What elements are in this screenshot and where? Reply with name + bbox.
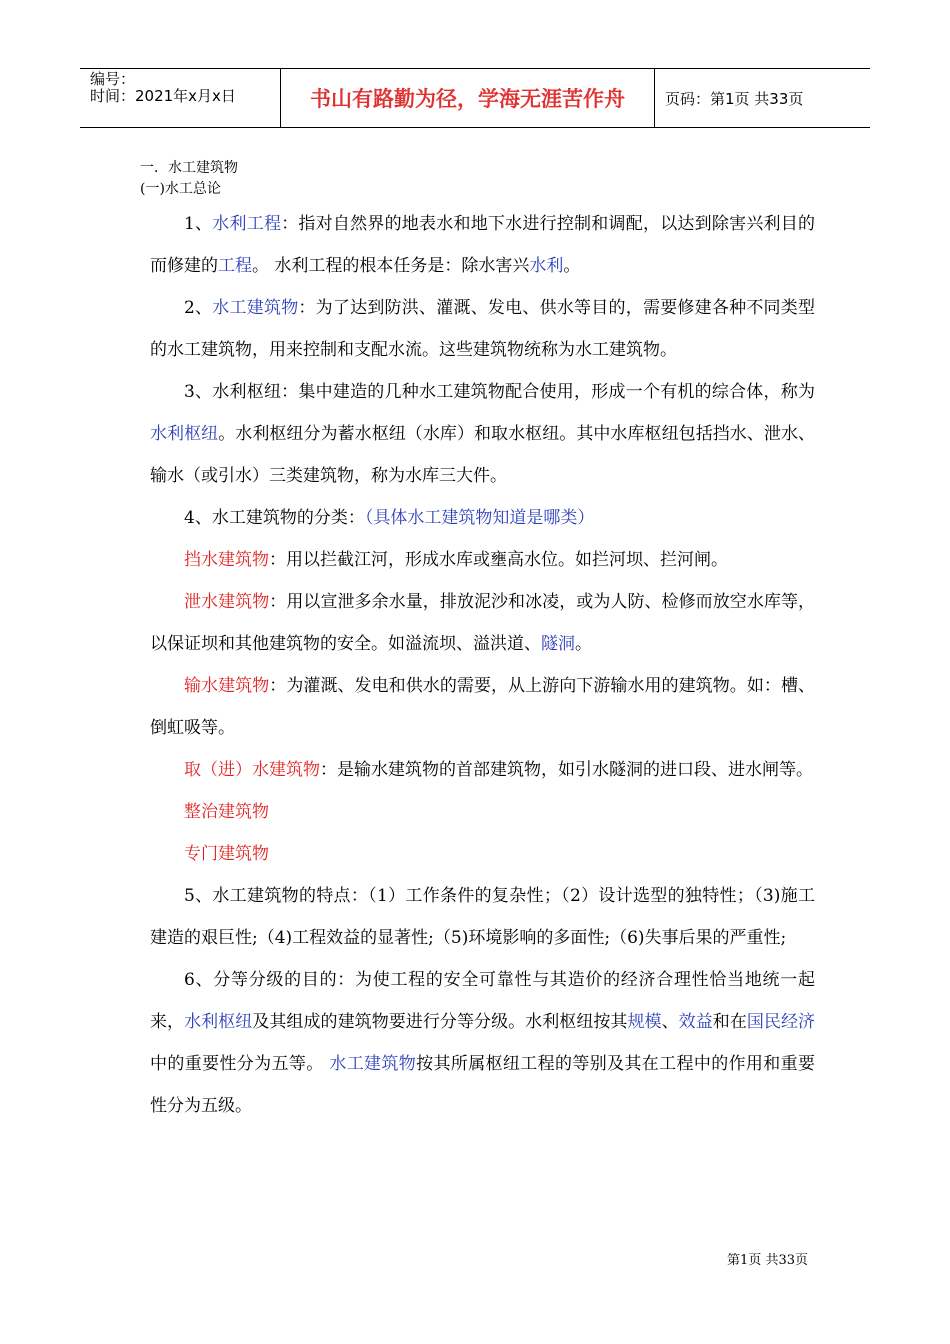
term-regulation-structures: 整治建筑物 [184, 802, 269, 822]
paragraph-text: 及其组成的建筑物要进行分等分级。水利枢纽按其 [252, 1012, 628, 1032]
link-hydraulic-structures[interactable]: 水工建筑物 [212, 298, 299, 318]
paragraph-water-engineering [150, 203, 815, 287]
paragraph-text: 。 [563, 256, 581, 276]
paragraph-hydraulic-structures [150, 287, 815, 371]
paragraph-text: ：为了达到防洪、灌溉、发电、供水等目的，需要修建各种不同类型的水工建筑物，用来控制和支配水流。这些建筑物统称为水工建筑物。 [150, 298, 816, 360]
term-special-structures: 专门建筑物 [184, 844, 269, 864]
subsection-title: (一)水工总论 [140, 181, 221, 197]
paragraph-conveyance [150, 665, 815, 749]
header-serial: 编号： [90, 70, 136, 88]
header-motto: 书山有路勤为径，学海无涯苦作舟 [281, 69, 655, 127]
paragraph-text: 中的重要性分为五等。 [150, 1054, 330, 1074]
paragraph-classification [150, 497, 815, 539]
document-body [140, 157, 816, 1127]
paragraph-text: 。 水利工程的根本任务是：除水害兴 [252, 256, 530, 276]
paragraph-intake [150, 749, 815, 791]
link-water-hub-2[interactable]: 水利枢纽 [184, 1012, 253, 1032]
paragraph-text: ：用以拦截江河，形成水库或壅高水位。如拦河坝、拦河闸。 [269, 550, 728, 570]
paragraph-special [150, 833, 815, 875]
paragraph-text: ：用以宣泄多余水量，排放泥沙和冰凌，或为人防、检修而放空水库等，以保证坝和其他建筑物的安全。如溢流坝、溢洪道、 [150, 592, 816, 654]
header-meta [80, 69, 281, 127]
paragraph-text: 6、分等分级的目的：为使工程的安全可靠性与其造价的经济合理性恰当地统一起来， [150, 970, 815, 1032]
paragraph-text: 4、水工建筑物的分类： [184, 508, 365, 528]
paragraph-regulation [150, 791, 815, 833]
paragraph-water-hub [150, 371, 815, 497]
term-intake-structures: 取（进）水建筑物 [184, 760, 320, 780]
paragraph-text: ：为灌溉、发电和供水的需要，从上游向下游输水用的建筑物。如：槽、倒虹吸等。 [150, 676, 816, 738]
term-retaining-structures: 挡水建筑物 [184, 550, 269, 570]
term-conveyance-structures: 输水建筑物 [184, 676, 270, 696]
page-footer: 第1页 共33页 [727, 1253, 808, 1268]
page-header [80, 68, 870, 128]
item-number: 1、 [184, 214, 213, 234]
paragraph-text: 按其所属枢纽工程的等别及其在工程中的作用和重要性分为五级。 [150, 1054, 816, 1116]
paragraph-text: 和在 [712, 1012, 747, 1032]
classification-note: （具体水工建筑物知道是哪类） [364, 508, 595, 528]
link-scale[interactable]: 规模 [627, 1012, 662, 1032]
header-page-info: 页码：第1页 共33页 [665, 89, 804, 108]
item-number: 2、 [184, 298, 213, 318]
paragraph-discharge [150, 581, 815, 665]
link-tunnel[interactable]: 隧洞 [541, 634, 575, 654]
paragraph-text: 。水利枢纽分为蓄水枢纽（水库）和取水枢纽。其中水库枢纽包括挡水、泄水、输水（或引水）三类建筑物，称为水库三大件。 [150, 424, 816, 486]
paragraph-grading [150, 959, 815, 1127]
paragraph-text: 、 [661, 1012, 679, 1032]
paragraph-text: 。 [575, 634, 592, 654]
link-water-engineering[interactable]: 水利工程 [212, 214, 282, 234]
link-water-hub[interactable]: 水利枢纽 [150, 424, 219, 444]
paragraph-text: 5、水工建筑物的特点：（1）工作条件的复杂性；（2）设计选型的独特性；（3)施工建造的艰巨性;（4)工程效益的显著性;（5)环境影响的多面性;（6)失事后果的严重性; [150, 886, 815, 948]
link-hydraulic-structures-2[interactable]: 水工建筑物 [329, 1054, 417, 1074]
link-engineering[interactable]: 工程 [218, 256, 252, 276]
paragraph-text: ：指对自然界的地表水和地下水进行控制和调配，以达到除害兴利目的而修建的 [150, 214, 816, 276]
paragraph-characteristics [150, 875, 815, 959]
header-date: 时间：2021年x月x日 [90, 87, 236, 105]
link-benefit[interactable]: 效益 [678, 1012, 713, 1032]
paragraph-retaining [150, 539, 815, 581]
section-title: 一．水工建筑物 [140, 160, 238, 176]
paragraph-text: 3、水利枢纽：集中建造的几种水工建筑物配合使用，形成一个有机的综合体，称为 [184, 382, 815, 402]
link-national-economy[interactable]: 国民经济 [746, 1012, 816, 1032]
term-discharge-structures: 泄水建筑物 [184, 592, 270, 612]
link-water-conservancy[interactable]: 水利 [529, 256, 564, 276]
paragraph-text: ：是输水建筑物的首部建筑物，如引水隧洞的进口段、进水闸等。 [320, 760, 813, 780]
